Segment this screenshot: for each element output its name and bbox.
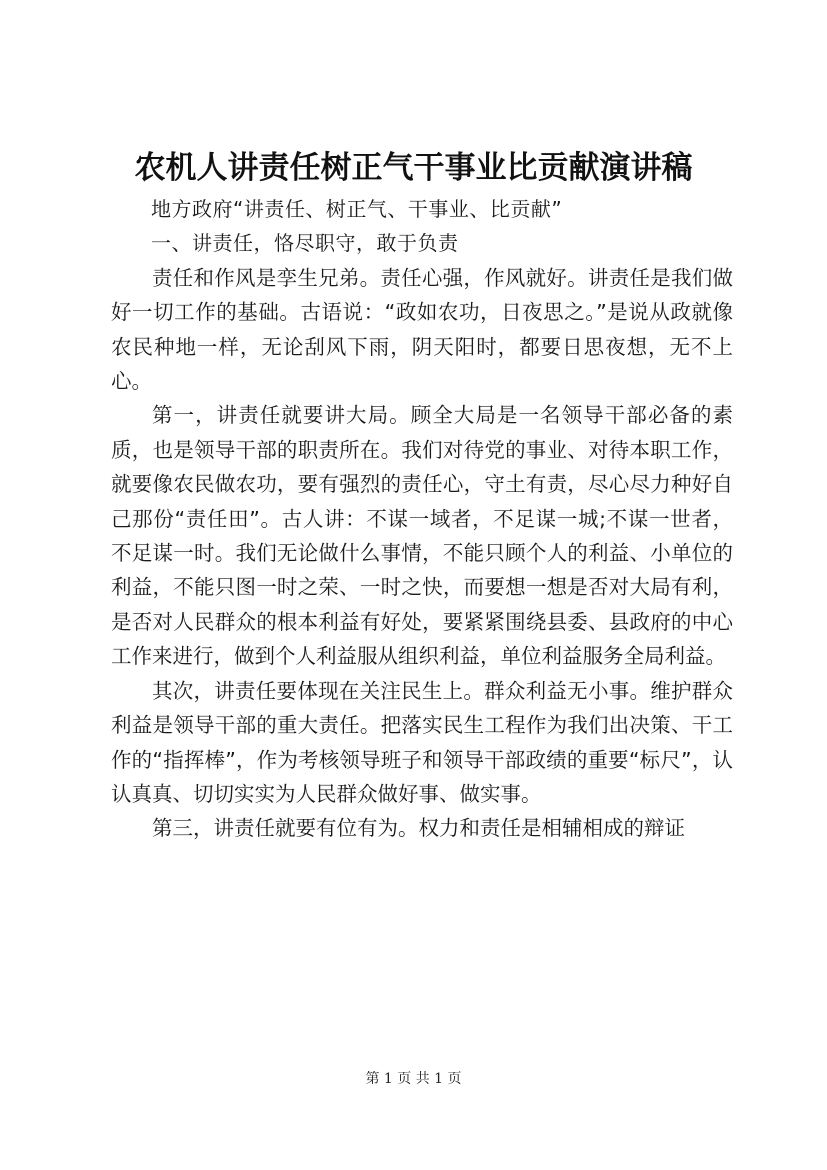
document-body [111,192,733,846]
paragraph-4: 第三，讲责任就要有位有为。权力和责任是相辅相成的辩证 [152,816,685,841]
document-title: 农机人讲责任树正气干事业比贡献演讲稿 [134,150,693,186]
paragraph-1: 责任和作风是孪生兄弟。责任心强，作风就好。讲责任是我们做好一切工作的基础。古语说：“政如农功，日夜思之。”是说从政就像农民种地一样，无论刮风下雨，阴天阳时，都要日思夜想，无不上心。 [111,265,733,394]
page-footer: 第 1 页 共 1 页 [365,1071,462,1087]
paragraph-2: 第一，讲责任就要讲大局。顾全大局是一名领导干部必备的素质，也是领导干部的职责所在。我们对待党的事业、对待本职工作，就要像农民做农功，要有强烈的责任心，守土有责，尽心尽力种好自己那份“责任田”。古人讲：不谋一域者，不足谋一城;不谋一世者，不足谋一时。我们无论做什么事情，不能只顾个人的利益、小单位的利益，不能只图一时之荣、一时之快，而要想一想是否对大局有利，是否对人民群众的根本利益有好处，要紧紧围绕县委、县政府的中心工作来进行，做到个人利益服从组织利益，单位利益服务全局利益。 [111,403,733,669]
paragraph-3: 其次，讲责任要体现在关注民生上。群众利益无小事。维护群众利益是领导干部的重大责任。把落实民生工程作为我们出决策、干工作的“指挥棒”，作为考核领导班子和领导干部政绩的重要“标尺”，认认真真、切切实实为人民群众做好事、做实事。 [111,678,733,806]
subtitle: 地方政府“讲责任、树正气、干事业、比贡献” [151,197,563,221]
section-heading: 一、讲责任，恪尽职守，敢于负责 [151,231,459,256]
